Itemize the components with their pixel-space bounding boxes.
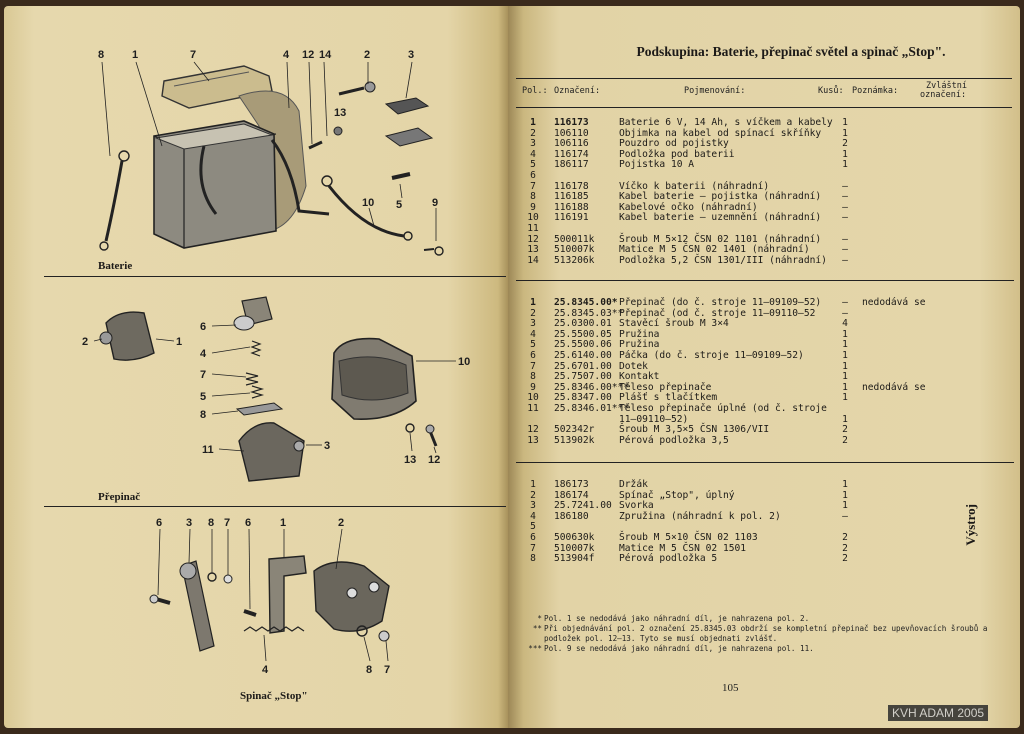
callout-10: 10 <box>362 197 375 209</box>
name-cell: Těleso přepinače úplné (od č. stroje <box>619 402 827 414</box>
pol-cell: 4 <box>530 328 536 340</box>
name-cell: Páčka (do č. stroje 11—09109—52) <box>619 349 804 361</box>
name-cell: Víčko k baterii (náhradní) <box>619 180 770 192</box>
name-cell: Kabel baterie — pojistka (náhradní) <box>619 191 822 203</box>
page-number: 105 <box>722 682 739 694</box>
oznaceni-cell: 106116 <box>554 138 589 150</box>
pol-cell: 8 <box>530 191 536 203</box>
name-cell: Matice M 5 ČSN 02 1501 <box>619 542 747 554</box>
footnote <box>522 644 1002 654</box>
oznaceni-cell: 25.6701.00 <box>554 360 612 372</box>
footnote-mark: *** <box>528 644 542 653</box>
side-label: Výstroj <box>963 504 978 546</box>
oznaceni-cell: 116191 <box>554 212 589 224</box>
oznaceni-cell: 25.7241.00 <box>554 500 612 512</box>
pol-cell: 3 <box>530 318 536 330</box>
oznaceni-cell: 25.8345.03** <box>554 307 624 319</box>
switch-diagram <box>44 281 484 491</box>
pol-cell: 7 <box>530 180 536 192</box>
kusu-cell: 1 <box>842 413 848 425</box>
name-cell: 11—09110—52) <box>619 413 689 425</box>
parts-group-stop-switch <box>516 480 1012 565</box>
pol-cell: 3 <box>530 138 536 150</box>
pol-cell: 4 <box>530 510 536 522</box>
callout-10: 10 <box>458 356 471 368</box>
name-cell: Držák <box>619 479 648 490</box>
callout-14: 14 <box>319 49 332 61</box>
pol-cell: 13 <box>527 434 539 446</box>
kusu-cell: — <box>842 212 848 224</box>
oznaceni-cell: 116173 <box>554 117 589 128</box>
callout-8: 8 <box>208 517 215 529</box>
section-title-battery: Baterie <box>98 260 133 272</box>
callout-4: 4 <box>262 664 269 676</box>
table-row <box>516 404 1012 415</box>
oznaceni-cell: 25.6140.00 <box>554 349 612 361</box>
oznaceni-cell: 116178 <box>554 180 589 192</box>
name-cell: Kabel baterie — uzemnění (náhradní) <box>619 212 822 224</box>
callout-12: 12 <box>302 49 315 61</box>
pol-cell: 2 <box>530 307 536 319</box>
callout-2: 2 <box>82 336 89 348</box>
table-row <box>516 351 1012 362</box>
callout-6: 6 <box>156 517 163 529</box>
header-zvlastni: Zvláštní <box>926 81 967 91</box>
pol-cell: 5 <box>530 159 536 171</box>
kusu-cell: 1 <box>842 392 848 404</box>
pol-cell: 8 <box>530 371 536 383</box>
oznaceni-cell: 106110 <box>554 127 589 139</box>
pol-cell: 4 <box>530 148 536 160</box>
parts-group-battery <box>516 118 1012 266</box>
callout-4: 4 <box>283 49 290 61</box>
callout-3: 3 <box>324 440 331 452</box>
table-row <box>516 160 1012 171</box>
oznaceni-cell: 502342r <box>554 424 595 436</box>
pol-cell: 8 <box>530 553 536 565</box>
callout-9: 9 <box>432 197 439 209</box>
kusu-cell: 1 <box>842 339 848 351</box>
name-cell: Spínač „Stop", úplný <box>619 489 735 501</box>
callout-6: 6 <box>200 321 207 333</box>
name-cell: Matice M 5 ČSN 02 1401 (náhradní) <box>619 244 810 256</box>
oznaceni-cell: 186174 <box>554 489 589 501</box>
pol-cell: 11 <box>527 402 539 414</box>
watermark: KVH ADAM 2005 <box>888 705 988 721</box>
kusu-cell: — <box>842 180 848 192</box>
callout-13: 13 <box>404 454 417 466</box>
pol-cell: 2 <box>530 489 536 501</box>
kusu-cell: 1 <box>842 349 848 361</box>
footnotes <box>522 614 1002 654</box>
oznaceni-cell: 500011k <box>554 233 595 245</box>
name-cell: Pérová podložka 3,5 <box>619 434 729 446</box>
pol-cell: 6 <box>530 169 536 181</box>
callout-3: 3 <box>186 517 193 529</box>
pol-cell: 1 <box>530 117 536 128</box>
table-row <box>516 129 1012 140</box>
name-cell: Dotek <box>619 360 648 372</box>
oznaceni-cell: 25.8346.00*** <box>554 381 630 393</box>
oznaceni-cell: 186180 <box>554 510 589 522</box>
oznaceni-cell: 513904f <box>554 553 595 565</box>
oznaceni-cell: 25.8347.00 <box>554 392 612 404</box>
poznamka-cell: nedodává se <box>862 381 926 393</box>
callout-7: 7 <box>200 369 207 381</box>
name-cell: Stavěcí šroub M 3×4 <box>619 318 729 330</box>
table-row <box>516 512 1012 523</box>
right-page <box>508 6 1020 728</box>
table-row <box>516 224 1012 235</box>
header-oznaceni-2: označení: <box>920 90 967 100</box>
pol-cell: 7 <box>530 360 536 372</box>
callout-8: 8 <box>98 49 105 61</box>
kusu-cell: 1 <box>842 127 848 139</box>
oznaceni-cell: 116188 <box>554 201 589 213</box>
callout-8: 8 <box>366 664 373 676</box>
header-pol: Pol.: <box>522 86 548 96</box>
name-cell: Šroub M 5×12 ČSN 02 1101 (náhradní) <box>619 233 822 245</box>
pol-cell: 1 <box>530 479 536 490</box>
pol-cell: 7 <box>530 542 536 554</box>
kusu-cell: 1 <box>842 117 848 128</box>
section-title-stop-switch: Spinač „Stop" <box>240 690 308 702</box>
kusu-cell: 1 <box>842 148 848 160</box>
kusu-cell: — <box>842 307 848 319</box>
pol-cell: 5 <box>530 521 536 533</box>
name-cell: Přepinač (do č. stroje 11—09109—52) <box>619 297 822 308</box>
pol-cell: 9 <box>530 381 536 393</box>
callout-12: 12 <box>428 454 441 466</box>
footnote <box>522 624 1002 644</box>
callout-6: 6 <box>245 517 252 529</box>
pol-cell: 1 <box>530 297 536 308</box>
name-cell: Kontakt <box>619 371 660 383</box>
kusu-cell: 1 <box>842 328 848 340</box>
pol-cell: 6 <box>530 349 536 361</box>
pol-cell: 11 <box>527 222 539 234</box>
oznaceni-cell: 510007k <box>554 542 595 554</box>
header-kusu: Kusů: <box>818 86 844 96</box>
name-cell: Šroub M 3,5×5 ČSN 1306/VII <box>619 424 770 436</box>
section-divider <box>44 506 506 507</box>
table-row <box>516 139 1012 150</box>
pol-cell: 13 <box>527 244 539 256</box>
name-cell: Těleso přepinače <box>619 381 712 393</box>
callout-8: 8 <box>200 409 207 421</box>
oznaceni-cell: 25.8345.00* <box>554 297 618 308</box>
table-row <box>516 150 1012 161</box>
callout-7: 7 <box>190 49 197 61</box>
footnote-mark: * <box>537 614 542 623</box>
kusu-cell: 2 <box>842 424 848 436</box>
oznaceni-cell: 116174 <box>554 148 589 160</box>
table-header <box>516 78 1012 108</box>
table-row <box>516 192 1012 203</box>
name-cell: Svorka <box>619 500 654 512</box>
table-row <box>516 436 1012 447</box>
footnote-text: Při objednávání pol. 2 označení 25.8345.03 obdrží se kompletní přepinač bez upevňovacích šroubů a podložek pol. 12—13. Tyto se musí objednati zvlášť. <box>544 624 988 643</box>
pol-cell: 10 <box>527 392 539 404</box>
page-title: Podskupina: Baterie, přepinač světel a spinač „Stop". <box>636 44 946 59</box>
group-divider <box>516 462 1014 463</box>
kusu-cell: 1 <box>842 479 848 490</box>
footnote-text: Pol. 9 se nedodává jako náhradní díl, je nahrazena pol. 11. <box>544 644 814 653</box>
left-page <box>4 6 508 728</box>
callout-5: 5 <box>200 391 207 403</box>
name-cell: Objimka na kabel od spínací skříňky <box>619 127 822 139</box>
parts-group-switch <box>516 298 1012 446</box>
name-cell: Pérová podložka 5 <box>619 553 718 565</box>
callout-7: 7 <box>224 517 231 529</box>
table-row <box>516 171 1012 182</box>
name-cell: Pružina <box>619 328 660 340</box>
stop-switch-diagram <box>94 511 424 691</box>
pol-cell: 5 <box>530 339 536 351</box>
section-divider <box>44 276 506 277</box>
poznamka-cell: nedodává se <box>862 297 926 308</box>
pol-cell: 6 <box>530 531 536 543</box>
kusu-cell: — <box>842 254 848 266</box>
kusu-cell: 2 <box>842 542 848 554</box>
table-row <box>516 298 1012 309</box>
header-pojmenovani: Pojmenování: <box>684 86 746 96</box>
name-cell: Kabelové očko (náhradní) <box>619 201 758 213</box>
oznaceni-cell: 25.5500.06 <box>554 339 612 351</box>
callout-4: 4 <box>200 348 207 360</box>
callout-7: 7 <box>384 664 391 676</box>
battery-diagram <box>44 36 484 276</box>
name-cell: Pouzdro od pojistky <box>619 138 729 150</box>
name-cell: Šroub M 5×10 ČSN 02 1103 <box>619 531 758 543</box>
table-row <box>516 480 1012 491</box>
footnote <box>522 614 1002 624</box>
pol-cell: 3 <box>530 500 536 512</box>
oznaceni-cell: 116185 <box>554 191 589 203</box>
name-cell: Pružina <box>619 339 660 351</box>
kusu-cell: 1 <box>842 371 848 383</box>
pol-cell: 2 <box>530 127 536 139</box>
kusu-cell: — <box>842 201 848 213</box>
callout-13: 13 <box>334 107 347 119</box>
kusu-cell: — <box>842 297 848 308</box>
kusu-cell: 1 <box>842 360 848 372</box>
oznaceni-cell: 186173 <box>554 479 589 490</box>
kusu-cell: 1 <box>842 500 848 512</box>
header-oznaceni: Označení: <box>554 86 601 96</box>
kusu-cell: — <box>842 233 848 245</box>
callout-1: 1 <box>176 336 183 348</box>
callout-1: 1 <box>132 49 139 61</box>
name-cell: Zpružina (náhradní k pol. 2) <box>619 510 781 522</box>
callout-11: 11 <box>202 444 214 456</box>
pol-cell: 9 <box>530 201 536 213</box>
callout-3: 3 <box>408 49 415 61</box>
pol-cell: 12 <box>527 424 539 436</box>
kusu-cell: 2 <box>842 138 848 150</box>
table-row <box>516 256 1012 267</box>
callout-2: 2 <box>338 517 345 529</box>
name-cell: Podložka 5,2 ČSN 1301/III (náhradní) <box>619 254 827 266</box>
oznaceni-cell: 25.8346.01*** <box>554 402 630 414</box>
name-cell: Baterie 6 V, 14 Ah, s víčkem a kabely <box>619 117 833 128</box>
header-poznamka: Poznámka: <box>852 86 899 96</box>
kusu-cell: 4 <box>842 318 848 330</box>
kusu-cell: — <box>842 191 848 203</box>
callout-2: 2 <box>364 49 371 61</box>
section-title-switch: Přepinač <box>98 491 141 503</box>
table-row <box>516 118 1012 129</box>
kusu-cell: — <box>842 244 848 256</box>
callout-5: 5 <box>396 199 403 211</box>
pol-cell: 12 <box>527 233 539 245</box>
name-cell: Přepinač (od č. stroje 11—09110—52 <box>619 307 816 319</box>
oznaceni-cell: 25.7507.00 <box>554 371 612 383</box>
oznaceni-cell: 513902k <box>554 434 595 446</box>
kusu-cell: — <box>842 510 848 522</box>
name-cell: Plášť s tlačítkem <box>619 392 718 404</box>
kusu-cell: 2 <box>842 434 848 446</box>
kusu-cell: 2 <box>842 531 848 543</box>
table-row <box>516 554 1012 565</box>
oznaceni-cell: 186117 <box>554 159 589 171</box>
kusu-cell: 2 <box>842 553 848 565</box>
callout-1: 1 <box>280 517 287 529</box>
oznaceni-cell: 513206k <box>554 254 595 266</box>
table-row <box>516 213 1012 224</box>
oznaceni-cell: 25.0300.01 <box>554 318 612 330</box>
pol-cell: 10 <box>527 212 539 224</box>
table-row <box>516 533 1012 544</box>
oznaceni-cell: 25.5500.05 <box>554 328 612 340</box>
name-cell: Podložka pod baterii <box>619 148 735 160</box>
kusu-cell: 1 <box>842 489 848 501</box>
footnote-text: Pol. 1 se nedodává jako náhradní díl, je nahrazena pol. 2. <box>544 614 810 623</box>
group-divider <box>516 280 1014 281</box>
kusu-cell: 1 <box>842 381 848 393</box>
oznaceni-cell: 500630k <box>554 531 595 543</box>
kusu-cell: 1 <box>842 159 848 171</box>
name-cell: Pojistka 10 A <box>619 159 695 171</box>
pol-cell: 14 <box>527 254 539 266</box>
footnote-mark: ** <box>532 624 542 633</box>
oznaceni-cell: 510007k <box>554 244 595 256</box>
